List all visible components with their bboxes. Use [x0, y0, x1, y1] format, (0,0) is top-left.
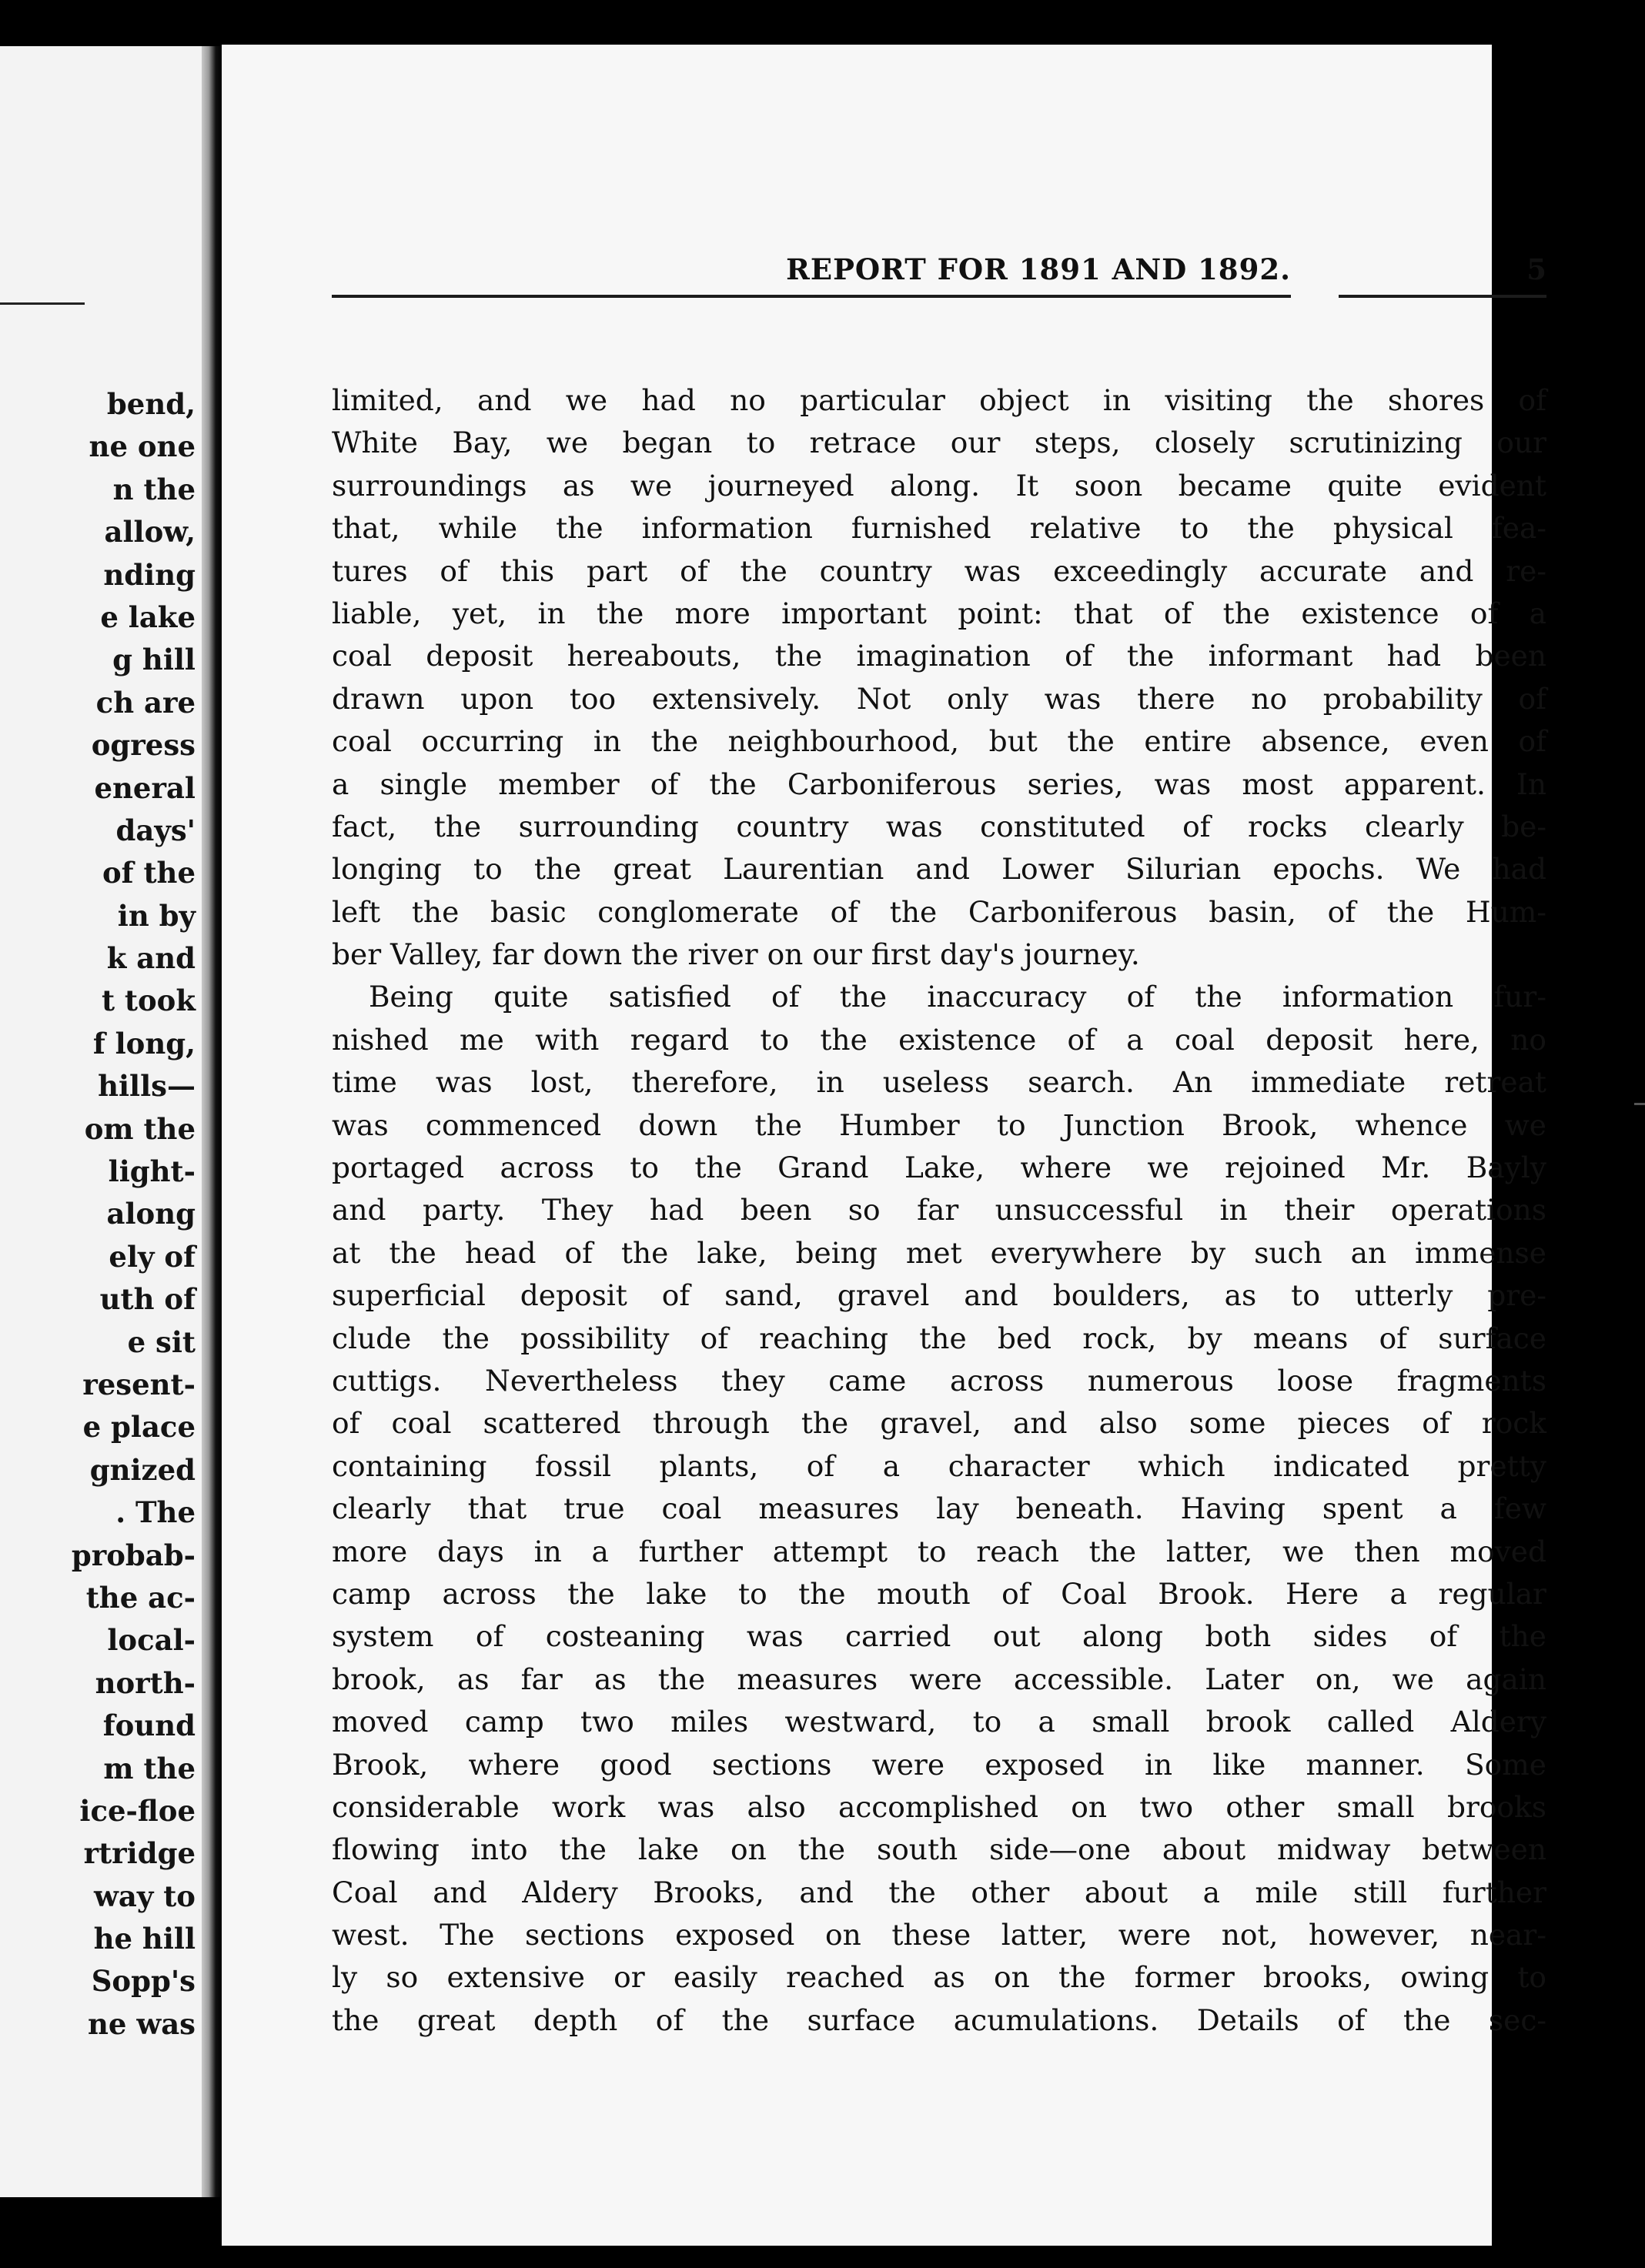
text-line: superficial deposit of sand, gravel and boulders, as to utterly pre-: [332, 1278, 1546, 1313]
text-line: Coal and Aldery Brooks, and the other about a mile still further: [332, 1875, 1546, 1909]
left-page-line: ne was: [88, 2006, 196, 2041]
left-page-line: he hill: [93, 1922, 196, 1956]
text-line: west. The sections exposed on these latter, were not, however, near-: [332, 1918, 1546, 1952]
text-line: ber Valley, far down the river on our first day's journey.: [332, 937, 1140, 972]
left-page-line: g hill: [112, 643, 196, 677]
left-page-line: ch are: [95, 685, 196, 720]
left-page-line: days': [115, 813, 196, 847]
left-page-line: e sit: [127, 1324, 196, 1359]
left-page-rule: [0, 302, 85, 305]
book-gutter: [202, 46, 222, 2197]
left-page-line: light-: [108, 1154, 196, 1189]
left-page-line: nding: [103, 557, 196, 592]
text-line: Being quite satisfied of the inaccuracy of the information fur-: [369, 980, 1546, 1014]
left-page-line: ice-floe: [79, 1793, 196, 1828]
text-line: and party. They had been so far unsuccessful in their operations: [332, 1193, 1546, 1228]
left-page-line: e lake: [100, 600, 196, 634]
text-line: moved camp two miles westward, to a small brook called Aldery: [332, 1705, 1546, 1739]
text-line: of coal scattered through the gravel, and also some pieces of rock: [332, 1406, 1546, 1441]
text-line: drawn upon too extensively. Not only was there no probability of: [332, 681, 1546, 716]
header-rule: [1339, 295, 1546, 298]
left-page-text: [72, 383, 196, 2046]
left-page-line: om the: [84, 1111, 196, 1146]
text-line: clude the possibility of reaching the bed rock, by means of surface: [332, 1321, 1546, 1355]
left-page-line: the ac-: [85, 1580, 196, 1615]
left-page-line: bend,: [106, 387, 196, 421]
text-line: more days in a further attempt to reach the latter, we then moved: [332, 1534, 1546, 1568]
text-line: containing fossil plants, of a character which indicated pretty: [332, 1448, 1546, 1483]
text-line: clearly that true coal measures lay beneath. Having spent a few: [332, 1491, 1546, 1526]
text-line: the great depth of the surface acumulations. Details of the sec-: [332, 2002, 1546, 2037]
left-page-line: . The: [115, 1495, 196, 1530]
text-line: longing to the great Laurentian and Lower Silurian epochs. We had: [332, 852, 1546, 887]
left-page-line: allow,: [104, 515, 196, 549]
text-line: liable, yet, in the more important point: that of the existence of a: [332, 596, 1546, 630]
text-line: time was lost, therefore, in useless search. An immediate retreat: [332, 1065, 1546, 1100]
left-page-line: t took: [101, 984, 196, 1018]
page-number: 5: [1526, 252, 1546, 286]
text-line: coal deposit hereabouts, the imagination of the informant had been: [332, 639, 1546, 673]
left-page-line: of the: [102, 856, 196, 890]
text-line: was commenced down the Humber to Junction Brook, whence we: [332, 1107, 1546, 1142]
left-page-line: f long,: [92, 1026, 196, 1061]
left-page-line: rtridge: [83, 1836, 196, 1871]
text-line: a single member of the Carboniferous series, was most apparent. In: [332, 767, 1546, 801]
left-page-line: k and: [106, 941, 196, 976]
text-line: system of costeaning was carried out along both sides of the: [332, 1619, 1546, 1654]
text-line: coal occurring in the neighbourhood, but the entire absence, even of: [332, 724, 1546, 759]
left-page-line: way to: [94, 1879, 196, 1913]
page-header: [332, 252, 1546, 306]
left-page-line: e place: [82, 1410, 196, 1445]
text-line: that, while the information furnished relative to the physical fea-: [332, 511, 1546, 546]
header-rule: [332, 295, 1291, 298]
text-line: cuttigs. Nevertheless they came across numerous loose fragments: [332, 1363, 1546, 1398]
text-line: left the basic conglomerate of the Carboniferous basin, of the Hum-: [332, 894, 1546, 929]
left-page-line: Sopp's: [91, 1964, 196, 1999]
left-page-line: found: [102, 1709, 196, 1743]
text-line: considerable work was also accomplished on two other small brooks: [332, 1789, 1546, 1824]
left-page-line: hills—: [98, 1069, 196, 1104]
text-line: surroundings as we journeyed along. It soon became quite evident: [332, 468, 1546, 503]
text-line: tures of this part of the country was exceedingly accurate and re-: [332, 553, 1546, 588]
margin-mark: [1634, 1103, 1645, 1105]
left-page-line: probab-: [71, 1538, 196, 1572]
left-page-line: ne one: [89, 429, 196, 464]
left-page-line: north-: [95, 1665, 196, 1700]
text-line: flowing into the lake on the south side—one about midway between: [332, 1832, 1546, 1867]
text-line: limited, and we had no particular object in visiting the shores of: [332, 383, 1546, 417]
left-page-line: eneral: [94, 770, 196, 805]
left-page-line: uth of: [99, 1282, 196, 1317]
left-page-line: n the: [112, 472, 196, 506]
body-text: [332, 379, 1546, 2042]
left-page-line: ogress: [91, 728, 196, 763]
text-line: at the head of the lake, being met everywhere by such an immense: [332, 1235, 1546, 1270]
running-title: REPORT FOR 1891 AND 1892.: [786, 252, 1291, 286]
left-page-line: local-: [107, 1623, 196, 1658]
left-page-line: gnized: [89, 1452, 196, 1487]
text-line: camp across the lake to the mouth of Coal Brook. Here a regular: [332, 1576, 1546, 1611]
right-page: [222, 45, 1546, 2246]
text-line: White Bay, we began to retrace our steps, closely scrutinizing our: [332, 426, 1546, 460]
left-page-line: along: [106, 1197, 196, 1231]
left-page-line: resent-: [82, 1367, 196, 1401]
left-page-line: ely of: [109, 1239, 196, 1274]
text-line: nished me with regard to the existence of a coal deposit here, no: [332, 1022, 1546, 1057]
text-line: ly so extensive or easily reached as on the former brooks, owing to: [332, 1960, 1546, 1995]
text-line: fact, the surrounding country was constituted of rocks clearly be-: [332, 809, 1546, 843]
text-line: portaged across to the Grand Lake, where we rejoined Mr. Bayly: [332, 1151, 1546, 1185]
left-page-line: in by: [117, 898, 196, 933]
left-page: [0, 46, 202, 2197]
text-line: Brook, where good sections were exposed in like manner. Some: [332, 1747, 1546, 1782]
left-page-line: m the: [103, 1751, 196, 1785]
text-line: brook, as far as the measures were accessible. Later on, we again: [332, 1662, 1546, 1696]
